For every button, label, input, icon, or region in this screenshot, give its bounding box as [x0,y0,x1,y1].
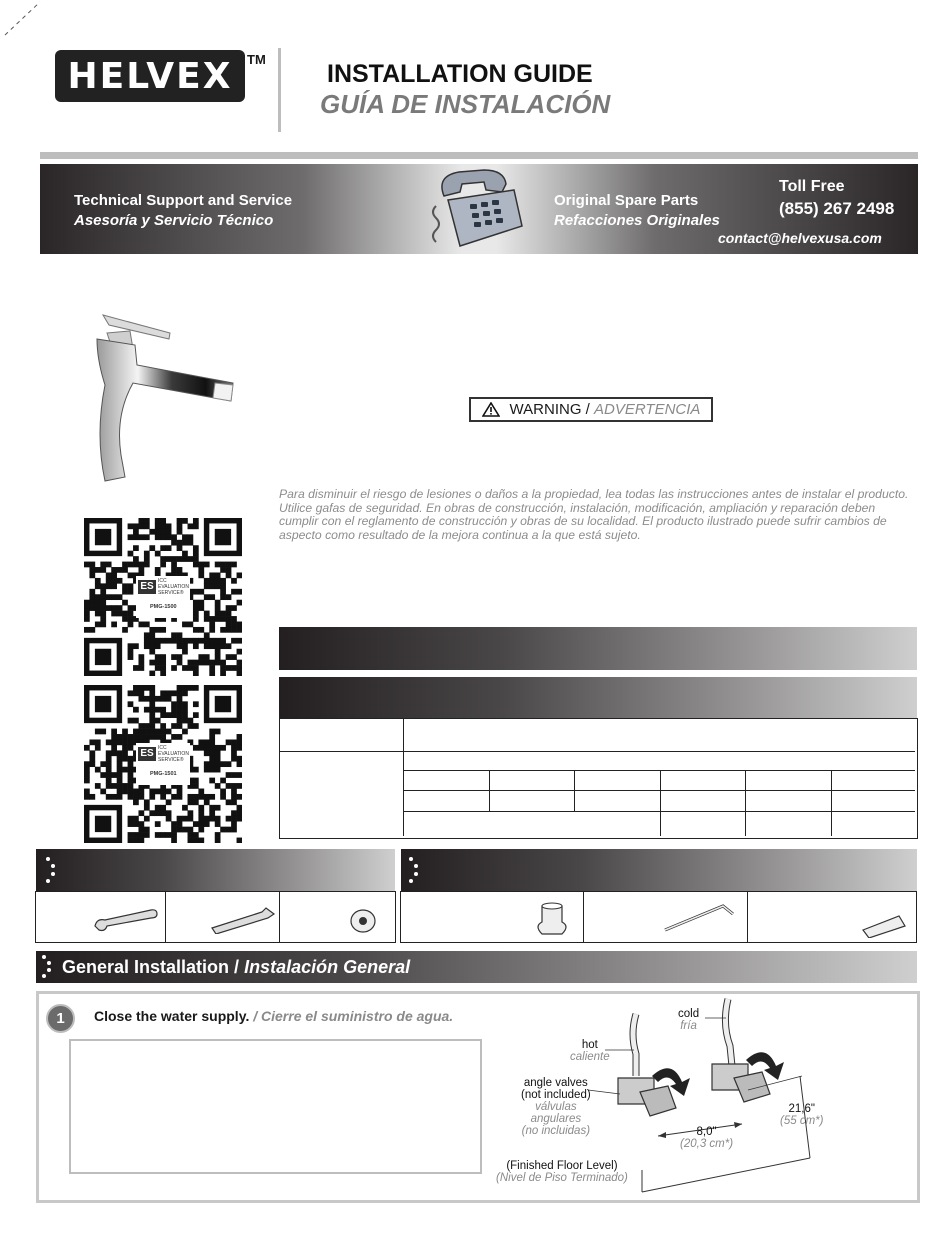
contact-email[interactable]: contact@helvexusa.com [718,230,882,246]
toll-free-label: Toll Free [779,178,845,195]
icc-es-badge: ES ICC EVALUATION SERVICE® PMG-1501 [136,743,190,785]
table-divider [660,770,661,836]
cold-label: cold fría [678,1008,700,1032]
warning-banner [469,397,713,422]
table-divider [403,811,915,812]
table-divider [831,770,832,836]
faucet-product-image [85,305,245,490]
table-divider [280,751,915,752]
section-header-bar [279,627,917,670]
table-divider [574,770,575,811]
aerator-key-icon [859,912,909,938]
spare-parts-label-es: Refacciones Originales [554,212,720,229]
general-installation-title: General Installation / Instalación General [62,957,411,977]
header-divider [278,48,281,132]
table-divider [403,719,404,836]
corner-crop-mark [0,0,45,40]
page-title-en: INSTALLATION GUIDE [327,60,593,88]
floor-level-label: (Finished Floor Level) (Nivel de Piso Terminado) [496,1160,628,1184]
table-divider [489,770,490,811]
teflon-tape-icon [348,908,378,934]
adjustable-wrench-icon [91,904,161,934]
dots-icon [407,855,421,885]
pipe-wrench-icon [208,904,278,934]
spare-parts-label-en: Original Spare Parts [554,192,699,209]
qr-code-label: PMG-1500 [150,604,177,610]
specs-header-bar [279,677,917,718]
warning-triangle-icon [482,402,500,417]
qr-code-pmg-1500[interactable] [84,518,242,676]
page-title-es: GUÍA DE INSTALACIÓN [320,89,611,119]
mounting-nut-icon [537,902,567,940]
dots-icon [44,855,58,885]
angle-valves-label: angle valves (not included) válvulas angulares (no incluidas) [521,1077,591,1137]
icc-es-badge: ES ICC EVALUATION SERVICE® PMG-1500 [136,576,190,618]
table-divider [403,770,915,771]
table-divider [745,770,746,836]
tools-needed-header [36,849,395,891]
step-1-instruction: Close the water supply. / Cierre el suministro de agua. [94,1008,454,1024]
parts-included-header [401,849,917,891]
warning-label-en: WARNING [509,401,582,418]
qr-code-label: PMG-1501 [150,771,177,777]
valve-spacing-dimension: 8,0" (20,3 cm*) [680,1126,734,1150]
warning-label-es: ADVERTENCIA [594,401,701,418]
step-number-badge: 1 [46,1004,75,1033]
step-1-note-box [69,1039,482,1174]
valve-height-dimension: 21,6" (55 cm*) [780,1103,824,1127]
tools-row [35,891,396,943]
warning-separator: / [585,401,590,418]
hot-label: hot caliente [570,1039,610,1063]
dots-icon [40,954,54,980]
parts-row [400,891,917,943]
warning-text-es: Para disminuir el riesgo de lesiones o daños a la propiedad, lea todas las instrucciones antes de instalar el producto. Utilice gafas de seguridad. En obras de construcción, instalación, modificación, ampliación y reparación deben cumplir con el reglamento de construcción y obras de su localidad. El producto ilustrado puede sufrir cambios de aspecto como resultado de la mejora continua a la que está sujeto. [279,487,909,542]
tech-support-label-en: Technical Support and Service [74,192,293,209]
allen-key-icon [663,900,735,934]
trademark-symbol: TM [247,52,266,67]
header-rule [40,152,918,159]
specifications-table [279,718,918,839]
helvex-logo: HELVEX [55,50,245,102]
tech-support-label-es: Asesoría y Servicio Técnico [74,212,274,229]
table-divider [403,790,915,791]
telephone-icon [414,166,526,252]
phone-number[interactable]: (855) 267 2498 [779,199,895,218]
qr-code-pmg-1501[interactable] [84,685,242,843]
